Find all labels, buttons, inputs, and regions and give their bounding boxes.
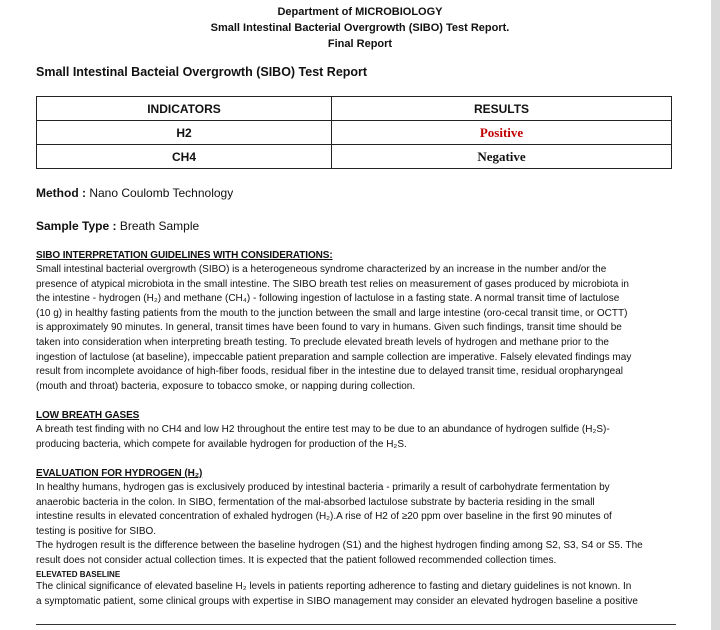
test-name-heading: Small Intestinal Bacterial Overgrowth (SIBO) Test Report.	[210, 22, 510, 34]
text-line: ingestion of lactulose (at baseline), impeccable patient preparation and sample collection are imperative. Falsely elevated findings may	[36, 351, 632, 363]
page-edge	[711, 0, 720, 630]
text-line: In healthy humans, hydrogen gas is exclusively produced by intestinal bacteria - primarily a result of carbohydrate fermentation by	[36, 482, 610, 493]
table-header-row	[37, 97, 672, 121]
low-breath-paragraph	[36, 423, 676, 452]
text-line: a symptomatic patient, some clinical groups with expertise in SIBO management may consider an elevated hydrogen baseline a positive	[36, 595, 638, 607]
text-line: The hydrogen result is the difference between the baseline hydrogen (S1) and the highest hydrogen finding among S2, S3, S4 or S5. The	[36, 540, 643, 552]
sample-type-label: Sample Type :	[36, 219, 117, 233]
text-line: result from incomplete avoidance of high-fiber foods, residual fiber in the intestine due to delayed transit time, residual oropharyngeal	[36, 366, 623, 378]
sample-type-value: Breath Sample	[119, 219, 200, 233]
method-value: Nano Coulomb Technology	[89, 186, 234, 200]
guidelines-paragraph	[36, 263, 676, 394]
indicators-header: INDICATORS	[37, 97, 332, 121]
method-label: Method :	[36, 186, 86, 200]
text-line: anaerobic bacteria in the colon. In SIBO, fermentation of the mal-absorbed lactulose substrate by bacteria residing in the small	[36, 496, 595, 508]
text-line: the intestine - hydrogen (H₂) and methane (CH₄) - following ingestion of lactulose in a fasting state. A normal transit time of lactulose	[36, 293, 620, 305]
text-line: (10 g) in healthy fasting patients from the mouth to the junction between the small and large intestine (oro-cecal transit time, or OCTT)	[36, 307, 628, 319]
report-title: Small Intestinal Bacteial Overgrowth (SIBO) Test Report	[36, 65, 368, 79]
guidelines-heading: SIBO INTERPRETATION GUIDELINES WITH CONSIDERATIONS:	[36, 250, 333, 261]
text-line: Small intestinal bacterial overgrowth (SIBO) is a heterogeneous syndrome characterized by an increase in the number and/or the	[36, 264, 607, 275]
text-line: A breath test finding with no CH4 and low H2 throughout the entire test may to be due to an abundance of hydrogen sulfide (H₂S)-	[36, 424, 610, 435]
text-line: intestine results in elevated concentration of exhaled hydrogen (H₂).A rise of H2 of ≥20 ppm over baseline in the first 90 minutes of	[36, 511, 612, 523]
results-header: RESULTS	[332, 97, 672, 121]
elevated-baseline-heading: ELEVATED BASELINE	[36, 570, 121, 579]
text-line: taken into consideration when interpreting breath testing. To preclude elevated breath levels of hydrogen and methane prior to the	[36, 336, 609, 348]
low-breath-heading: LOW BREATH GASES	[36, 410, 140, 421]
text-line: presence of atypical microbiota in the small intestine. The SIBO breath test relies on measurement of gases produced by microbiota in	[36, 278, 629, 290]
method-line	[36, 186, 233, 200]
hydrogen-heading: EVALUATION FOR HYDROGEN (H₂)	[36, 468, 203, 479]
report-status: Final Report	[327, 38, 393, 50]
result-cell: Negative	[332, 145, 672, 169]
table-row	[37, 145, 672, 169]
text-line: The clinical significance of elevated baseline H₂ levels in patients reporting adherence to fasting and dietary guidelines is not known. In	[36, 581, 632, 592]
bottom-divider	[36, 624, 676, 625]
elevated-baseline-paragraph	[36, 580, 676, 609]
table-row	[37, 121, 672, 145]
text-line: producing bacteria, which compete for available hydrogen for production of the H₂S.	[36, 438, 407, 450]
indicator-cell: CH4	[37, 145, 332, 169]
text-line: testing is positive for SIBO.	[36, 525, 157, 537]
indicator-cell: H2	[37, 121, 332, 145]
sample-type-line	[36, 219, 199, 233]
text-line: is approximately 90 minutes. In general, transit times have been found to vary in humans. Given such findings, transit time should be	[36, 322, 622, 334]
results-table	[36, 96, 672, 169]
result-cell: Positive	[332, 121, 672, 145]
department-heading: Department of MICROBIOLOGY	[277, 6, 443, 18]
hydrogen-paragraph	[36, 481, 676, 569]
text-line: (mouth and throat) bacteria, exposure to tobacco smoke, or napping during collection.	[36, 380, 416, 392]
text-line: result does not consider actual collection times. It is expected that the patient followed recommended collection times.	[36, 554, 557, 566]
